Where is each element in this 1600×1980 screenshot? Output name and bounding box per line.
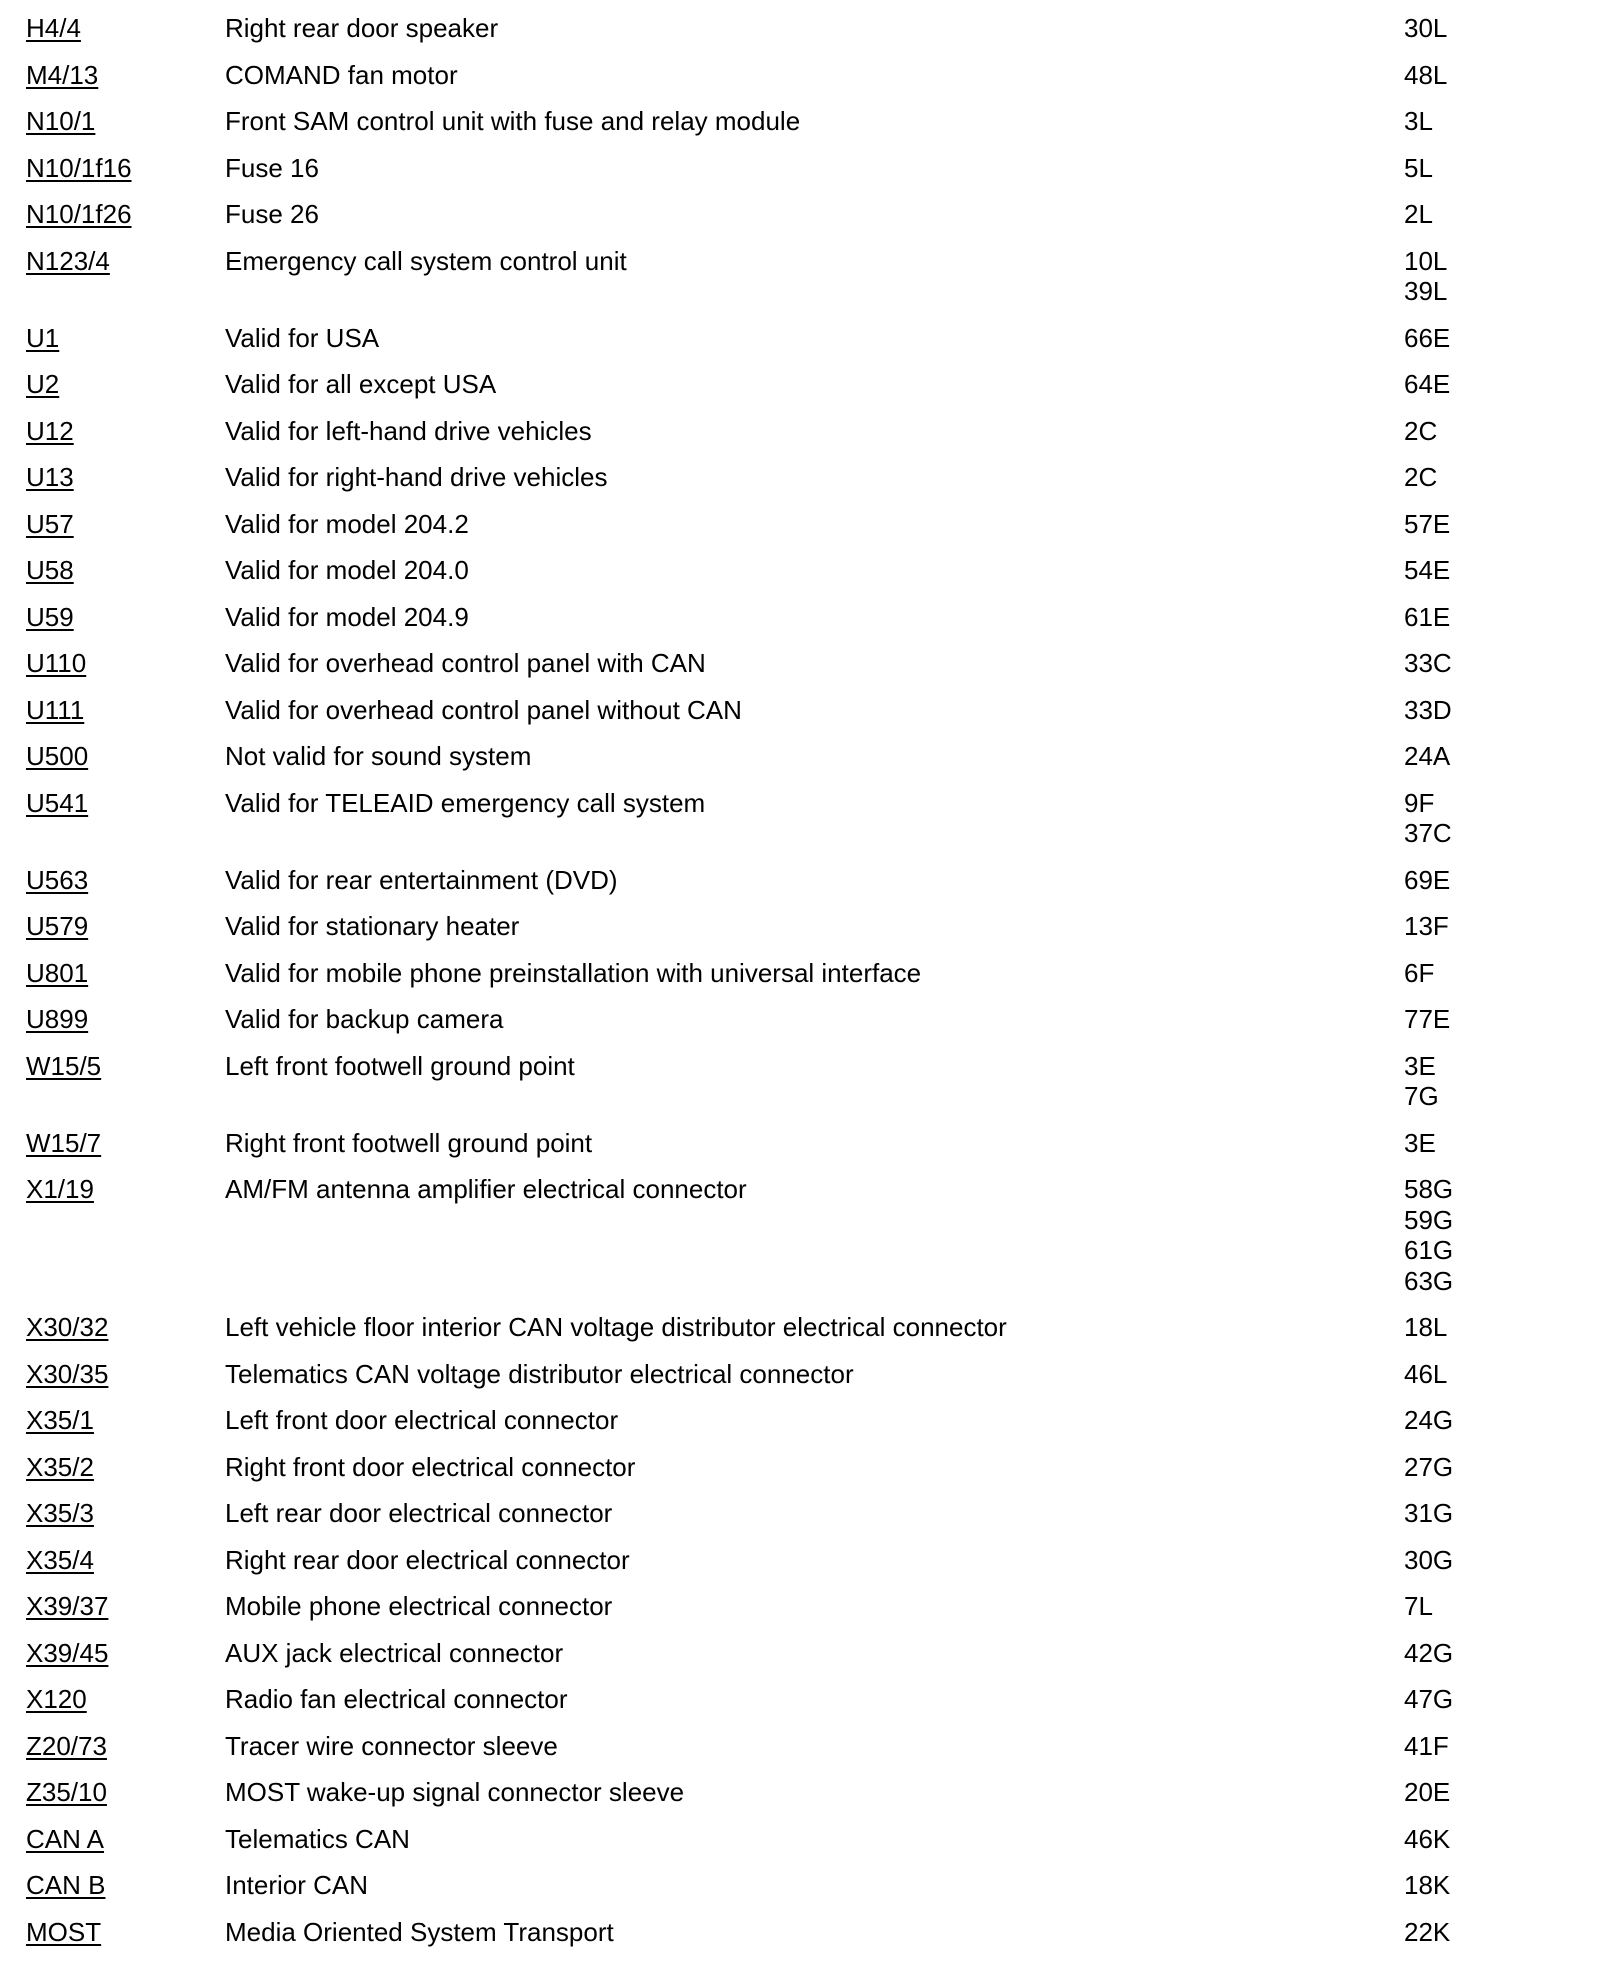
grid-location: 31G [1404, 1498, 1454, 1528]
component-code-cell [0, 1128, 200, 1159]
legend-row [0, 509, 1600, 540]
component-code-link[interactable]: U58 [26, 555, 74, 585]
component-description: Valid for TELEAID emergency call system [225, 787, 706, 818]
component-description: Radio fan electrical connector [225, 1684, 568, 1714]
component-code-link[interactable]: X30/32 [26, 1312, 109, 1342]
component-description: AUX jack electrical connector [225, 1637, 564, 1668]
grid-location: 9F [1404, 787, 1435, 818]
component-description: Valid for right-hand drive vehicles [225, 462, 608, 492]
grid-locations [1404, 695, 1504, 726]
component-code-cell [0, 1051, 200, 1082]
component-description: Right front footwell ground point [225, 1127, 593, 1158]
grid-location: 18L [1404, 1312, 1448, 1342]
component-description: Valid for model 204.2 [225, 508, 469, 539]
component-description: Emergency call system control unit [225, 245, 627, 276]
component-code-link[interactable]: X39/37 [26, 1591, 109, 1621]
component-code-cell [0, 509, 200, 540]
component-code-cell [0, 416, 200, 447]
legend-row [0, 106, 1600, 137]
component-code-link[interactable]: X30/35 [26, 1358, 109, 1389]
legend-row [0, 1917, 1600, 1948]
component-code-link[interactable]: X35/2 [26, 1451, 94, 1482]
component-legend [0, 13, 1600, 1963]
component-description: Valid for overhead control panel without CAN [225, 694, 742, 725]
legend-row [0, 1174, 1600, 1296]
component-code-link[interactable]: U541 [26, 787, 89, 818]
component-code-link[interactable]: N10/1 [26, 106, 96, 136]
legend-row [0, 1777, 1600, 1808]
component-description: Mobile phone electrical connector [225, 1591, 613, 1621]
component-description: AM/FM antenna amplifier electrical connector [225, 1174, 747, 1204]
grid-location: 58G [1404, 1174, 1454, 1204]
grid-location: 69E [1404, 864, 1451, 895]
grid-location: 10L [1404, 245, 1448, 276]
component-code-link[interactable]: Z35/10 [26, 1777, 107, 1807]
grid-locations [1404, 788, 1504, 849]
component-description: Valid for stationary heater [225, 911, 520, 941]
component-code-cell [0, 462, 200, 493]
component-code-cell [0, 1591, 200, 1622]
grid-location: 2C [1404, 415, 1438, 446]
component-code-link[interactable]: U801 [26, 957, 89, 988]
component-description: MOST wake-up signal connector sleeve [225, 1777, 685, 1807]
component-description: Valid for backup camera [225, 1004, 504, 1034]
component-description: Right rear door speaker [225, 13, 499, 43]
grid-location: 20E [1404, 1777, 1451, 1807]
component-description: Valid for USA [225, 322, 380, 353]
component-description: Left rear door electrical connector [225, 1498, 613, 1528]
component-description: Left front door electrical connector [225, 1405, 619, 1435]
grid-location: 27G [1404, 1451, 1454, 1482]
component-code-cell [0, 1498, 200, 1529]
legend-row [0, 865, 1600, 896]
component-code-link[interactable]: N123/4 [26, 245, 110, 276]
legend-row [0, 958, 1600, 989]
grid-locations [1404, 1051, 1504, 1112]
component-code-cell [0, 1405, 200, 1436]
legend-row [0, 60, 1600, 91]
grid-location: 47G [1404, 1684, 1454, 1714]
component-code-link[interactable]: U110 [26, 648, 87, 678]
component-code-cell [0, 695, 200, 726]
component-description: Telematics CAN voltage distributor electrical connector [225, 1358, 854, 1389]
grid-location: 7G [1404, 1081, 1439, 1111]
grid-location: 57E [1404, 508, 1451, 539]
grid-location: 66E [1404, 322, 1451, 353]
legend-row [0, 911, 1600, 942]
component-code-cell [0, 1359, 200, 1390]
grid-locations [1404, 1824, 1504, 1855]
component-code-cell [0, 106, 200, 137]
grid-locations [1404, 1128, 1504, 1159]
component-code-cell [0, 788, 200, 819]
component-code-link[interactable]: M4/13 [26, 59, 99, 90]
component-description: Valid for rear entertainment (DVD) [225, 864, 618, 895]
component-code-cell [0, 1731, 200, 1762]
grid-location: 30L [1404, 13, 1448, 43]
component-code-link[interactable]: U500 [26, 741, 89, 771]
grid-location: 33C [1404, 648, 1452, 678]
component-description: Not valid for sound system [225, 741, 532, 771]
grid-locations [1404, 865, 1504, 896]
legend-row [0, 416, 1600, 447]
component-code-link[interactable]: X35/4 [26, 1544, 94, 1575]
grid-locations [1404, 106, 1504, 137]
grid-locations [1404, 1452, 1504, 1483]
legend-row [0, 1359, 1600, 1390]
component-description: Interior CAN [225, 1870, 369, 1900]
grid-locations [1404, 246, 1504, 307]
component-code-cell [0, 648, 200, 679]
grid-locations [1404, 1004, 1504, 1035]
grid-location: 59G [1404, 1204, 1454, 1235]
grid-location: 39L [1404, 276, 1448, 306]
grid-locations [1404, 369, 1504, 400]
grid-locations [1404, 416, 1504, 447]
legend-row [0, 1638, 1600, 1669]
component-code-link[interactable]: X35/1 [26, 1405, 94, 1435]
component-code-link[interactable]: U563 [26, 864, 89, 895]
grid-location: 37C [1404, 818, 1452, 848]
grid-locations [1404, 13, 1504, 44]
grid-locations [1404, 1870, 1504, 1901]
component-code-link[interactable]: X35/3 [26, 1498, 94, 1528]
grid-location: 3E [1404, 1127, 1436, 1158]
component-code-link[interactable]: U1 [26, 322, 60, 353]
component-description: Left front footwell ground point [225, 1050, 575, 1081]
component-code-cell [0, 865, 200, 896]
grid-location: 2C [1404, 462, 1438, 492]
component-code-cell [0, 911, 200, 942]
component-code-link[interactable]: H4/4 [26, 13, 81, 43]
grid-location: 64E [1404, 369, 1451, 399]
legend-row [0, 788, 1600, 849]
component-code-cell [0, 1777, 200, 1808]
component-code-cell [0, 1174, 200, 1205]
component-code-link[interactable]: U59 [26, 601, 74, 632]
component-code-cell [0, 1312, 200, 1343]
legend-row [0, 1824, 1600, 1855]
component-code-link[interactable]: CAN B [26, 1870, 106, 1900]
component-code-link[interactable]: U57 [26, 508, 74, 539]
component-code-cell [0, 602, 200, 633]
component-code-link[interactable]: N10/1f16 [26, 152, 132, 183]
legend-row [0, 13, 1600, 44]
grid-locations [1404, 1731, 1504, 1762]
legend-row [0, 1405, 1600, 1436]
grid-location: 46K [1404, 1823, 1451, 1854]
component-code-link[interactable]: W15/7 [26, 1127, 102, 1158]
grid-location: 77E [1404, 1004, 1451, 1034]
component-code-cell [0, 555, 200, 586]
legend-row [0, 1051, 1600, 1112]
grid-locations [1404, 323, 1504, 354]
legend-row [0, 1870, 1600, 1901]
component-description: COMAND fan motor [225, 59, 458, 90]
grid-location: 6F [1404, 957, 1435, 988]
component-code-cell [0, 1452, 200, 1483]
grid-locations [1404, 741, 1504, 772]
legend-row [0, 741, 1600, 772]
grid-location: 42G [1404, 1637, 1454, 1668]
component-code-cell [0, 1638, 200, 1669]
component-description: Valid for mobile phone preinstallation with universal interface [225, 957, 922, 988]
grid-location: 22K [1404, 1916, 1451, 1947]
grid-locations [1404, 1545, 1504, 1576]
component-code-link[interactable]: CAN A [26, 1823, 105, 1854]
component-code-cell [0, 369, 200, 400]
grid-location: 18K [1404, 1870, 1451, 1900]
component-code-link[interactable]: W15/5 [26, 1050, 102, 1081]
grid-locations [1404, 1917, 1504, 1948]
component-description: Valid for overhead control panel with CAN [225, 648, 706, 678]
component-code-link[interactable]: Z20/73 [26, 1730, 107, 1761]
grid-locations [1404, 1405, 1504, 1436]
component-description: Front SAM control unit with fuse and relay module [225, 106, 801, 136]
component-code-cell [0, 323, 200, 354]
component-code-cell [0, 741, 200, 772]
component-code-link[interactable]: X120 [26, 1684, 87, 1714]
grid-locations [1404, 1359, 1504, 1390]
component-description: Valid for all except USA [225, 369, 497, 399]
grid-locations [1404, 1591, 1504, 1622]
component-code-cell [0, 60, 200, 91]
legend-row [0, 695, 1600, 726]
legend-row [0, 323, 1600, 354]
component-description: Valid for model 204.0 [225, 555, 469, 585]
grid-location: 41F [1404, 1730, 1449, 1761]
grid-locations [1404, 911, 1504, 942]
component-description: Media Oriented System Transport [225, 1916, 614, 1947]
grid-locations [1404, 1312, 1504, 1343]
component-description: Valid for left-hand drive vehicles [225, 415, 592, 446]
component-description: Left vehicle floor interior CAN voltage distributor electrical connector [225, 1312, 1007, 1342]
component-description: Fuse 26 [225, 199, 319, 229]
legend-row [0, 369, 1600, 400]
component-description: Tracer wire connector sleeve [225, 1730, 558, 1761]
grid-locations [1404, 1684, 1504, 1715]
component-code-cell [0, 199, 200, 230]
grid-locations [1404, 1777, 1504, 1808]
component-code-link[interactable]: X1/19 [26, 1174, 94, 1204]
component-code-link[interactable]: X39/45 [26, 1637, 109, 1668]
grid-locations [1404, 153, 1504, 184]
component-code-cell [0, 958, 200, 989]
grid-location: 61G [1404, 1235, 1454, 1265]
legend-row [0, 462, 1600, 493]
component-code-cell [0, 1917, 200, 1948]
grid-locations [1404, 1638, 1504, 1669]
legend-row [0, 1312, 1600, 1343]
legend-row [0, 199, 1600, 230]
component-code-link[interactable]: U13 [26, 462, 74, 492]
component-code-cell [0, 1824, 200, 1855]
legend-row [0, 1004, 1600, 1035]
grid-location: 61E [1404, 601, 1451, 632]
component-code-link[interactable]: U111 [26, 694, 85, 725]
grid-locations [1404, 1174, 1504, 1296]
grid-location: 24A [1404, 741, 1451, 771]
grid-locations [1404, 602, 1504, 633]
grid-locations [1404, 60, 1504, 91]
grid-locations [1404, 555, 1504, 586]
legend-row [0, 1545, 1600, 1576]
grid-location: 7L [1404, 1591, 1433, 1621]
component-description: Right rear door electrical connector [225, 1544, 630, 1575]
component-code-cell [0, 1684, 200, 1715]
legend-row [0, 1731, 1600, 1762]
grid-location: 3L [1404, 106, 1433, 136]
grid-locations [1404, 462, 1504, 493]
component-description: Telematics CAN [225, 1823, 410, 1854]
grid-locations [1404, 509, 1504, 540]
grid-locations [1404, 648, 1504, 679]
grid-location: 48L [1404, 59, 1448, 90]
component-code-cell [0, 246, 200, 277]
component-code-cell [0, 153, 200, 184]
component-code-cell [0, 13, 200, 44]
component-code-link[interactable]: U579 [26, 911, 89, 941]
grid-locations [1404, 958, 1504, 989]
grid-location: 30G [1404, 1544, 1454, 1575]
component-code-cell [0, 1870, 200, 1901]
component-description: Fuse 16 [225, 152, 319, 183]
component-code-link[interactable]: U899 [26, 1004, 89, 1034]
legend-row [0, 602, 1600, 633]
component-code-link[interactable]: U12 [26, 415, 74, 446]
legend-row [0, 246, 1600, 307]
component-description: Valid for model 204.9 [225, 601, 469, 632]
grid-location: 13F [1404, 911, 1449, 941]
legend-row [0, 555, 1600, 586]
grid-location: 33D [1404, 694, 1452, 725]
grid-locations [1404, 199, 1504, 230]
legend-row [0, 1128, 1600, 1159]
component-code-cell [0, 1545, 200, 1576]
grid-location: 24G [1404, 1405, 1454, 1435]
grid-locations [1404, 1498, 1504, 1529]
legend-row [0, 648, 1600, 679]
component-code-link[interactable]: MOST [26, 1916, 102, 1947]
legend-row [0, 1498, 1600, 1529]
grid-location: 46L [1404, 1358, 1448, 1389]
legend-row [0, 153, 1600, 184]
grid-location: 5L [1404, 152, 1433, 183]
legend-row [0, 1684, 1600, 1715]
legend-row [0, 1452, 1600, 1483]
grid-location: 63G [1404, 1265, 1454, 1296]
legend-row [0, 1591, 1600, 1622]
grid-location: 54E [1404, 555, 1451, 585]
component-description: Right front door electrical connector [225, 1451, 636, 1482]
component-code-link[interactable]: U2 [26, 369, 60, 399]
grid-location: 2L [1404, 199, 1433, 229]
component-code-link[interactable]: N10/1f26 [26, 199, 132, 229]
component-code-cell [0, 1004, 200, 1035]
grid-location: 3E [1404, 1050, 1436, 1081]
